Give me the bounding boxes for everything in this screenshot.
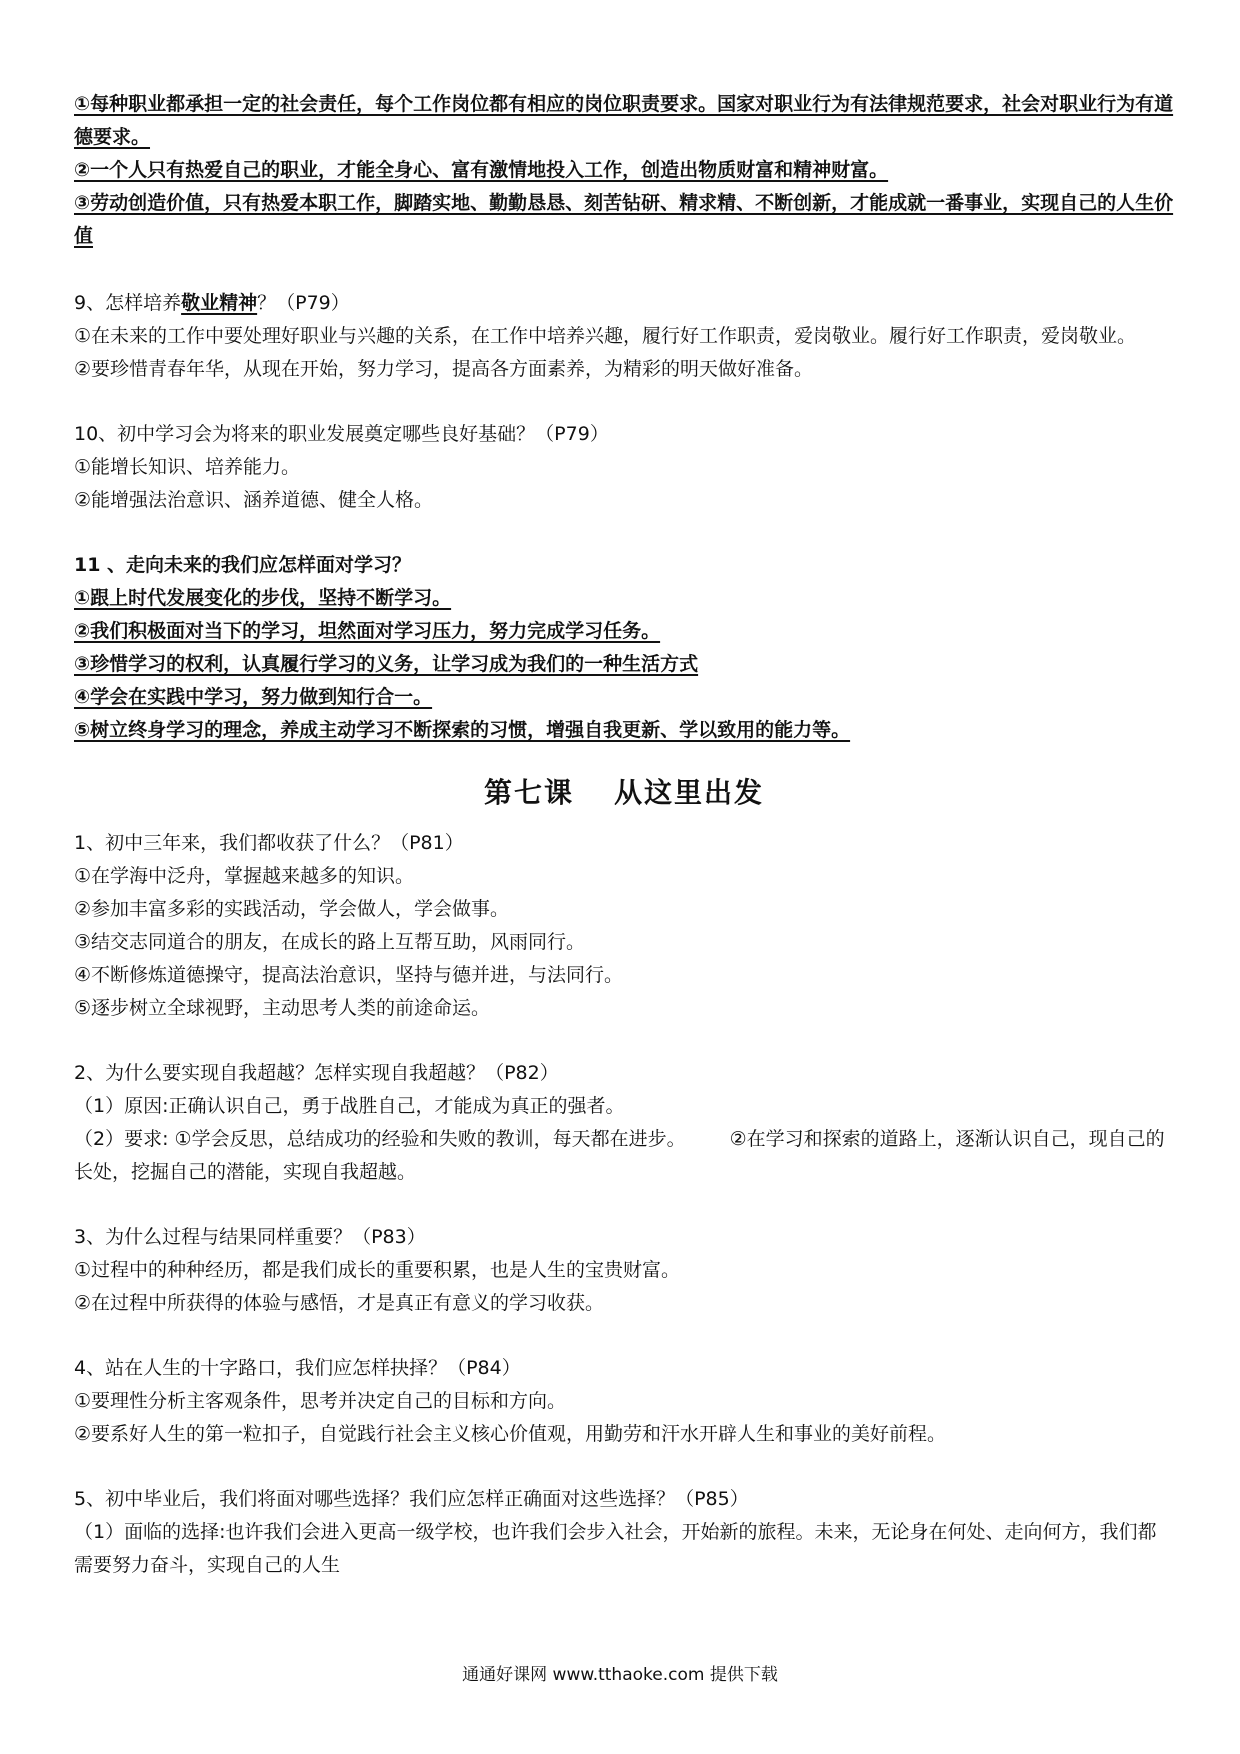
l2-requirements <box>74 1123 1174 1189</box>
q9-question <box>74 287 1174 320</box>
l2-question: 2、为什么要实现自我超越？怎样实现自我超越？（P82） <box>74 1062 559 1084</box>
q9-suffix: ？（P79） <box>257 292 350 314</box>
q11-answer-5: ⑤树立终身学习的理念，养成主动学习不断探索的习惯，增强自我更新、学以致用的能力等。 <box>74 719 851 741</box>
q9-answer-2: ②要珍惜青春年华，从现在开始，努力学习，提高各方面素养，为精彩的明天做好准备。 <box>74 358 814 380</box>
q10-question: 10、初中学习会为将来的职业发展奠定哪些良好基础？（P79） <box>74 423 609 445</box>
q11-answer-2: ②我们积极面对当下的学习，坦然面对学习压力，努力完成学习任务。 <box>74 620 661 642</box>
q9-keyword: 敬业精神 <box>181 292 258 314</box>
q10-answer-1: ①能增长知识、培养能力。 <box>74 456 301 478</box>
l2-req-a: （2）要求: ①学会反思，总结成功的经验和失败的教训，每天都在进步。 <box>74 1128 686 1150</box>
l1-answer-4: ④不断修炼道德操守，提高法治意识，坚持与德并进，与法同行。 <box>74 964 624 986</box>
l3-question: 3、为什么过程与结果同样重要？（P83） <box>74 1226 426 1248</box>
document-page <box>74 88 1174 1582</box>
l3-answer-2: ②在过程中所获得的体验与感悟，才是真正有意义的学习收获。 <box>74 1292 605 1314</box>
l4-answer-2: ②要系好人生的第一粒扣子，自觉践行社会主义核心价值观，用勤劳和汗水开辟人生和事业的美好前程。 <box>74 1423 947 1445</box>
lesson-title <box>74 773 1174 813</box>
lesson-title-part2: 从这里出发 <box>614 776 765 809</box>
l1-answer-1: ①在学海中泛舟，掌握越来越多的知识。 <box>74 865 415 887</box>
page-footer: 通通好课网 www.tthaoke.com 提供下载 <box>462 1665 778 1685</box>
l5-question: 5、初中毕业后，我们将面对哪些选择？我们应怎样正确面对这些选择？（P85） <box>74 1488 749 1510</box>
l1-question: 1、初中三年来，我们都收获了什么？（P81） <box>74 832 464 854</box>
l2-reason: （1）原因:正确认识自己，勇于战胜自己，才能成为真正的强者。 <box>74 1095 625 1117</box>
l2-req-b: ②在学习和探索的道路上，逐渐认识自己，现自己的长处，挖掘自己的潜能，实现自我超越。 <box>74 1128 1165 1183</box>
l4-question: 4、站在人生的十字路口，我们应怎样抉择？（P84） <box>74 1357 521 1379</box>
q9-prefix: 9、怎样培养 <box>74 292 182 314</box>
l4-answer-1: ①要理性分析主客观条件，思考并决定自己的目标和方向。 <box>74 1390 567 1412</box>
top-answer-2: ②一个人只有热爱自己的职业，才能全身心、富有激情地投入工作，创造出物质财富和精神财富。 <box>74 159 889 181</box>
q10-answer-2: ②能增强法治意识、涵养道德、健全人格。 <box>74 489 434 511</box>
l1-answer-5: ⑤逐步树立全球视野，主动思考人类的前途命运。 <box>74 997 491 1019</box>
l1-answer-3: ③结交志同道合的朋友，在成长的路上互帮互助，风雨同行。 <box>74 931 586 953</box>
top-answer-3: ③劳动创造价值，只有热爱本职工作，脚踏实地、勤勤恳恳、刻苦钻研、精求精、不断创新，才能成就一番事业，实现自己的人生价值 <box>74 192 1174 247</box>
lesson-title-part1: 第七课 <box>483 776 574 809</box>
q11-answer-4: ④学会在实践中学习，努力做到知行合一。 <box>74 686 433 708</box>
q9-answer-1: ①在未来的工作中要处理好职业与兴趣的关系，在工作中培养兴趣，履行好工作职责，爱岗敬业。履行好工作职责，爱岗敬业。 <box>74 325 1137 347</box>
l1-answer-2: ②参加丰富多彩的实践活动，学会做人，学会做事。 <box>74 898 510 920</box>
l3-answer-1: ①过程中的种种经历，都是我们成长的重要积累，也是人生的宝贵财富。 <box>74 1259 681 1281</box>
q11-question: 11 、走向未来的我们应怎样面对学习？ <box>74 554 412 576</box>
q11-answer-1: ①跟上时代发展变化的步伐，坚持不断学习。 <box>74 587 452 609</box>
l5-answer: （1）面临的选择:也许我们会进入更高一级学校，也许我们会步入社会，开始新的旅程。未来，无论身在何处、走向何方，我们都需要努力奋斗，实现自己的人生 <box>74 1521 1157 1576</box>
q11-answer-3: ③珍惜学习的权利，认真履行学习的义务，让学习成为我们的一种生活方式 <box>74 653 699 675</box>
top-answer-1: ①每种职业都承担一定的社会责任，每个工作岗位都有相应的岗位职责要求。国家对职业行为有法律规范要求，社会对职业行为有道德要求。 <box>74 93 1174 148</box>
